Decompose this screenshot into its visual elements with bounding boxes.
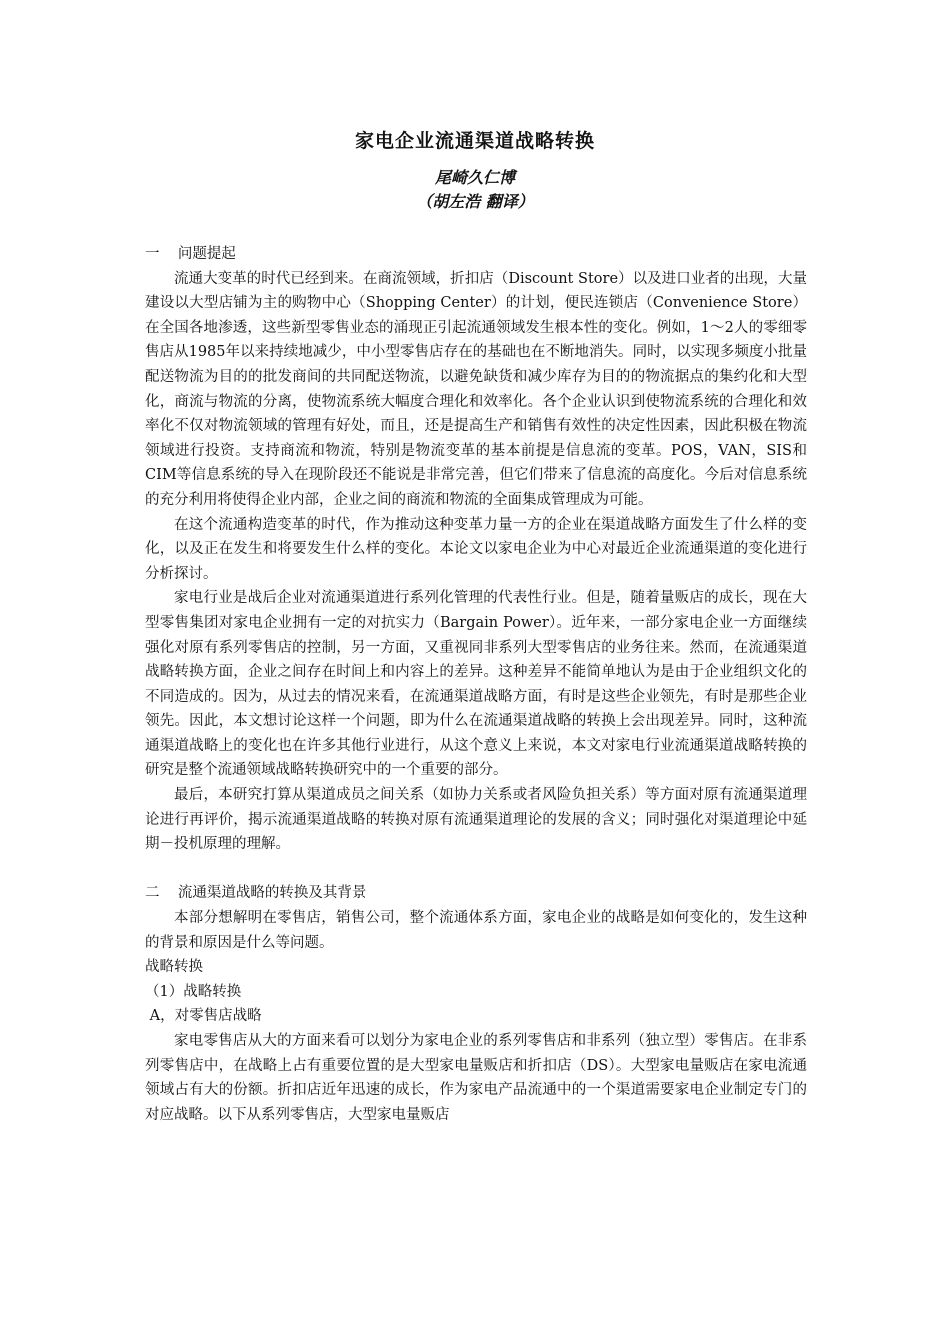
document-author: 尾崎久仁博 bbox=[434, 168, 515, 187]
document-translator: （胡左浩 翻译） bbox=[416, 192, 534, 211]
section-1-heading: 一 问题提起 bbox=[145, 246, 236, 262]
section-2-subheading-numbered: （1）战略转换 bbox=[145, 983, 242, 1000]
document-title: 家电企业流通渠道战略转换 bbox=[354, 130, 595, 152]
section-2-intro: 本部分想解明在零售店，销售公司，整个流通体系方面，家电企业的战略是如何变化的，发生这种的背景和原因是什么等问题。 bbox=[145, 910, 807, 951]
section-1-paragraph-1: 流通大变革的时代已经到来。在商流领域，折扣店（Discount Store）以及进口业者的出现，大量建设以大型店铺为主的购物中心（Shopping Center）的计划，便民连锁店（Convenience Store）在全国各地渗透，这些新型零售业态的涌现正引起流通领域发生根本性的变化。例如，1～2人的零细零售店从1985年以来持续地减少，中小型零售店存在的基础也在不断地消失。同时，以实现多频度小批量配送物流为目的的批发商间的共同配送物流，以避免缺货和减少库存为目的的物流据点的集约化和大型化，商流与物流的分离，使物流系统大幅度合理化和效率化。各个企业认识到使物流系统的合理化和效率化不仅对物流领域的管理有好处，而且，还是提高生产和销售有效性的决定性因素，因此积极在物流领域进行投资。支持商流和物流，特别是物流变革的基本前提是信息流的变革。POS，VAN，SIS和CIM等信息系统的导入在现阶段还不能说是非常完善，但它们带来了信息流的高度化。今后对信息系统的充分利用将使得企业内部，企业之间的商流和物流的全面集成管理成为可能。 bbox=[145, 270, 807, 508]
section-2-subheading-a: A，对零售店战略 bbox=[145, 1008, 262, 1025]
section-spacer bbox=[145, 857, 807, 882]
section-2-paragraph: 家电零售店从大的方面来看可以划分为家电企业的系列零售店和非系列（独立型）零售店。在非系列零售店中，在战略上占有重要位置的是大型家电量贩店和折扣店（DS）。大型家电量贩店在家电流通领域占有大的份额。折扣店近年迅速的成长，作为家电产品流通中的一个渠道需要家电企业制定专门的对应战略。以下从系列零售店，大型家电量贩店 bbox=[145, 1033, 807, 1123]
document-body bbox=[145, 242, 807, 1127]
section-1-paragraph-3: 家电行业是战后企业对流通渠道进行系列化管理的代表性行业。但是，随着量贩店的成长，现在大型零售集团对家电企业拥有一定的对抗实力（Bargain Power）。近年来，一部分家电企业一方面继续强化对原有系列零售店的控制，另一方面，又重视同非系列大型零售店的业务往来。然而，在流通渠道战略转换方面，企业之间存在时间上和内容上的差异。这种差异不能简单地认为是由于企业组织文化的不同造成的。因为，从过去的情况来看，在流通渠道战略方面，有时是这些企业领先，有时是那些企业领先。因此，本文想讨论这样一个问题，即为什么在流通渠道战略的转换上会出现差异。同时，这种流通渠道战略上的变化也在许多其他行业进行，从这个意义上来说，本文对家电行业流通渠道战略转换的研究是整个流通领域战略转换研究中的一个重要的部分。 bbox=[145, 590, 807, 779]
section-2-heading: 二 流通渠道战略的转换及其背景 bbox=[145, 885, 367, 902]
section-1-paragraph-4: 最后，本研究打算从渠道成员之间关系（如协力关系或者风险负担关系）等方面对原有流通渠道理论进行再评价，揭示流通渠道战略的转换对原有流通渠道理论的发展的含义；同时强化对渠道理论中延期－投机原理的理解。 bbox=[145, 787, 807, 853]
section-1-paragraph-2: 在这个流通构造变革的时代，作为推动这种变革力量一方的企业在渠道战略方面发生了什么样的变化，以及正在发生和将要发生什么样的变化。本论文以家电企业为中心对最近企业流通渠道的变化进行分析探讨。 bbox=[145, 516, 807, 582]
section-2-subheading: 战略转换 bbox=[145, 959, 203, 976]
